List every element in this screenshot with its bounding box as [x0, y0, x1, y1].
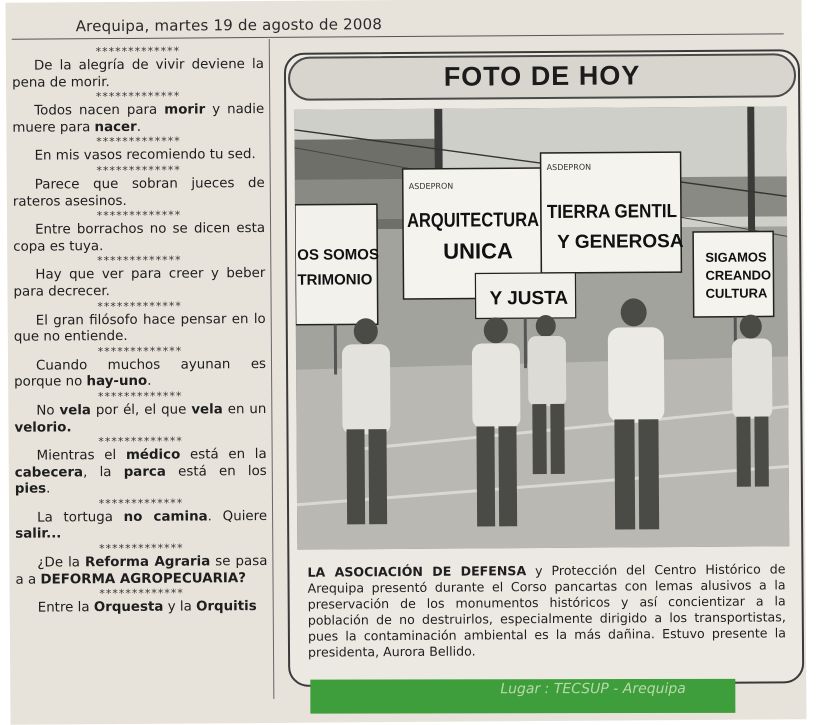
star-separator: ************* [96, 134, 181, 149]
sign-center-top: ARQUITECTURA [406, 208, 568, 232]
aphorism [15, 554, 267, 589]
aphorism [13, 176, 265, 211]
aphorism-text: se pasa a a [15, 554, 268, 588]
star-separator: ************* [96, 253, 182, 268]
aphorism [13, 266, 265, 301]
newspaper-page [5, 0, 806, 725]
sign-far-right-3: CULTURA [705, 285, 768, 301]
star-separator: ************* [95, 44, 181, 59]
aphorism-text: y la [163, 599, 197, 615]
aphorism-text: La tortuga [37, 509, 124, 526]
aphorism-text: El gran filósofo hace pensar en lo que no entiende. [13, 311, 266, 345]
aphorism-text: Hay que ver para creer y beber para decrecer. [13, 266, 266, 300]
aphorism-text: por él, el que [90, 402, 192, 419]
green-footer-band [310, 679, 735, 714]
aphorism [15, 447, 267, 499]
aphorism [16, 599, 268, 617]
caption-lead: LA ASOCIACIÓN DE DEFENSA [307, 563, 527, 580]
aphorism-text: , la [83, 464, 124, 480]
photo-of-the-day-box [284, 49, 804, 687]
aphorism-bold-text: no camina [123, 509, 208, 525]
aphorism-text: está en los [165, 463, 267, 480]
aphorism-text: En mis vasos recomiendo tu sed. [34, 147, 256, 164]
aphorism-bold-text: vela [191, 402, 223, 418]
sign-right-bottom: Y GENEROSA [557, 231, 684, 253]
dateline: Arequipa, martes 19 de agosto de 2008 [75, 15, 383, 36]
parade-photo-illustration [294, 106, 789, 549]
star-separator: ************* [98, 496, 184, 511]
sign-far-right-1: SIGAMOS [705, 249, 767, 265]
aphorism-text: . [136, 119, 142, 135]
aphorism-bold-text: DEFORMA AGROPECUARIA? [40, 570, 247, 588]
aphorism [12, 57, 264, 92]
sign-logo-right: ASDEPRON [546, 162, 592, 173]
aphorism-text: . Quiere [207, 508, 268, 525]
star-separator: ************* [96, 163, 181, 178]
aphorism [13, 221, 265, 256]
aphorism-text: está en la [180, 447, 267, 463]
aphorism-text: Parece que sobran jueces de rateros asesinos. [12, 175, 265, 210]
aphorism-text: Entre borrachos no se dicen esta copa es tuya. [13, 221, 266, 255]
aphorism-bold-text: médico [125, 447, 181, 464]
aphorism-bold-text: hay-uno [86, 374, 148, 390]
star-separator: ************* [99, 541, 184, 556]
star-separator: ************* [98, 434, 183, 449]
star-separator: ************* [96, 208, 182, 223]
aphorism-bold-text: parca [123, 464, 166, 480]
star-separator: ************* [97, 344, 183, 358]
aphorism-text: en un [222, 401, 267, 418]
aphorism-text: ¿De la [37, 555, 86, 571]
aphorism-text: Todos nacen para [34, 102, 165, 119]
aphorism-bold-text: salir... [15, 526, 62, 543]
aphorism [15, 509, 267, 544]
aphorism-text: No [36, 403, 60, 419]
aphorism [12, 102, 264, 137]
aphorism [14, 312, 266, 347]
aphorism-bold-text: velorio. [14, 419, 72, 436]
aphorism-bold-text: nacer [94, 119, 137, 135]
aphorism-text: y nadie muere para [12, 102, 265, 136]
aphorism-bold-text: vela [59, 403, 92, 419]
photo-caption [307, 561, 786, 660]
sign-logo: ASDEPRON [408, 181, 454, 191]
aphorism-text: Mientras el [36, 448, 126, 464]
photo-banner-title: FOTO DE HOY [443, 60, 641, 92]
aphorism-text: Entre la [37, 600, 94, 616]
aphorism [14, 402, 266, 437]
aphorism [14, 357, 266, 392]
aphorism-text: Cuando muchos ayunan es porque no [14, 356, 267, 391]
aphorism-column [12, 45, 269, 697]
star-separator: ************* [97, 389, 183, 404]
star-separator: ************* [97, 299, 182, 313]
star-separator: ************* [99, 586, 184, 601]
aphorism-text: . [147, 374, 152, 390]
aphorism-bold-text: Orquitis [195, 599, 257, 615]
sign-center-bottom: UNICA [443, 238, 513, 264]
sign-right-top: TIERRA GENTIL [546, 201, 693, 224]
aphorism-bold-text: Orquesta [93, 599, 164, 616]
photo-banner [288, 53, 796, 101]
caption-body: y Protección del Centro Histórico de Arequipa presentó durante el Corso pancartas con lemas alusivos a la preservación de los monumentos históricos y así concientizar a la población de no destruirlos, especialmente dirigido a los transportistas, pues la contaminación ambiental es la más dañina. Estuvo presente la presidenta, Aurora Bellido. [307, 561, 786, 660]
aphorism-bold-text: pies [14, 481, 47, 498]
sign-left-top: OS SOMOS [297, 246, 380, 264]
footer-location: Lugar : TECSUP - Arequipa [500, 680, 686, 698]
star-separator: ************* [95, 89, 181, 104]
aphorism-text: . [46, 481, 51, 497]
column-divider [269, 39, 275, 699]
aphorism-bold-text: cabecera [14, 464, 84, 481]
aphorism-bold-text: morir [164, 102, 206, 118]
sign-far-right-2: CREANDO [705, 267, 772, 283]
sign-small-bottom: Y JUSTA [489, 287, 569, 310]
aphorism-bold-text: Reforma Agraria [84, 554, 211, 571]
aphorism-text: De la alegría de vivir deviene la pena de morir. [11, 56, 264, 91]
parade-photo [294, 106, 789, 549]
sign-left-bottom: TRIMONIO [297, 271, 373, 289]
